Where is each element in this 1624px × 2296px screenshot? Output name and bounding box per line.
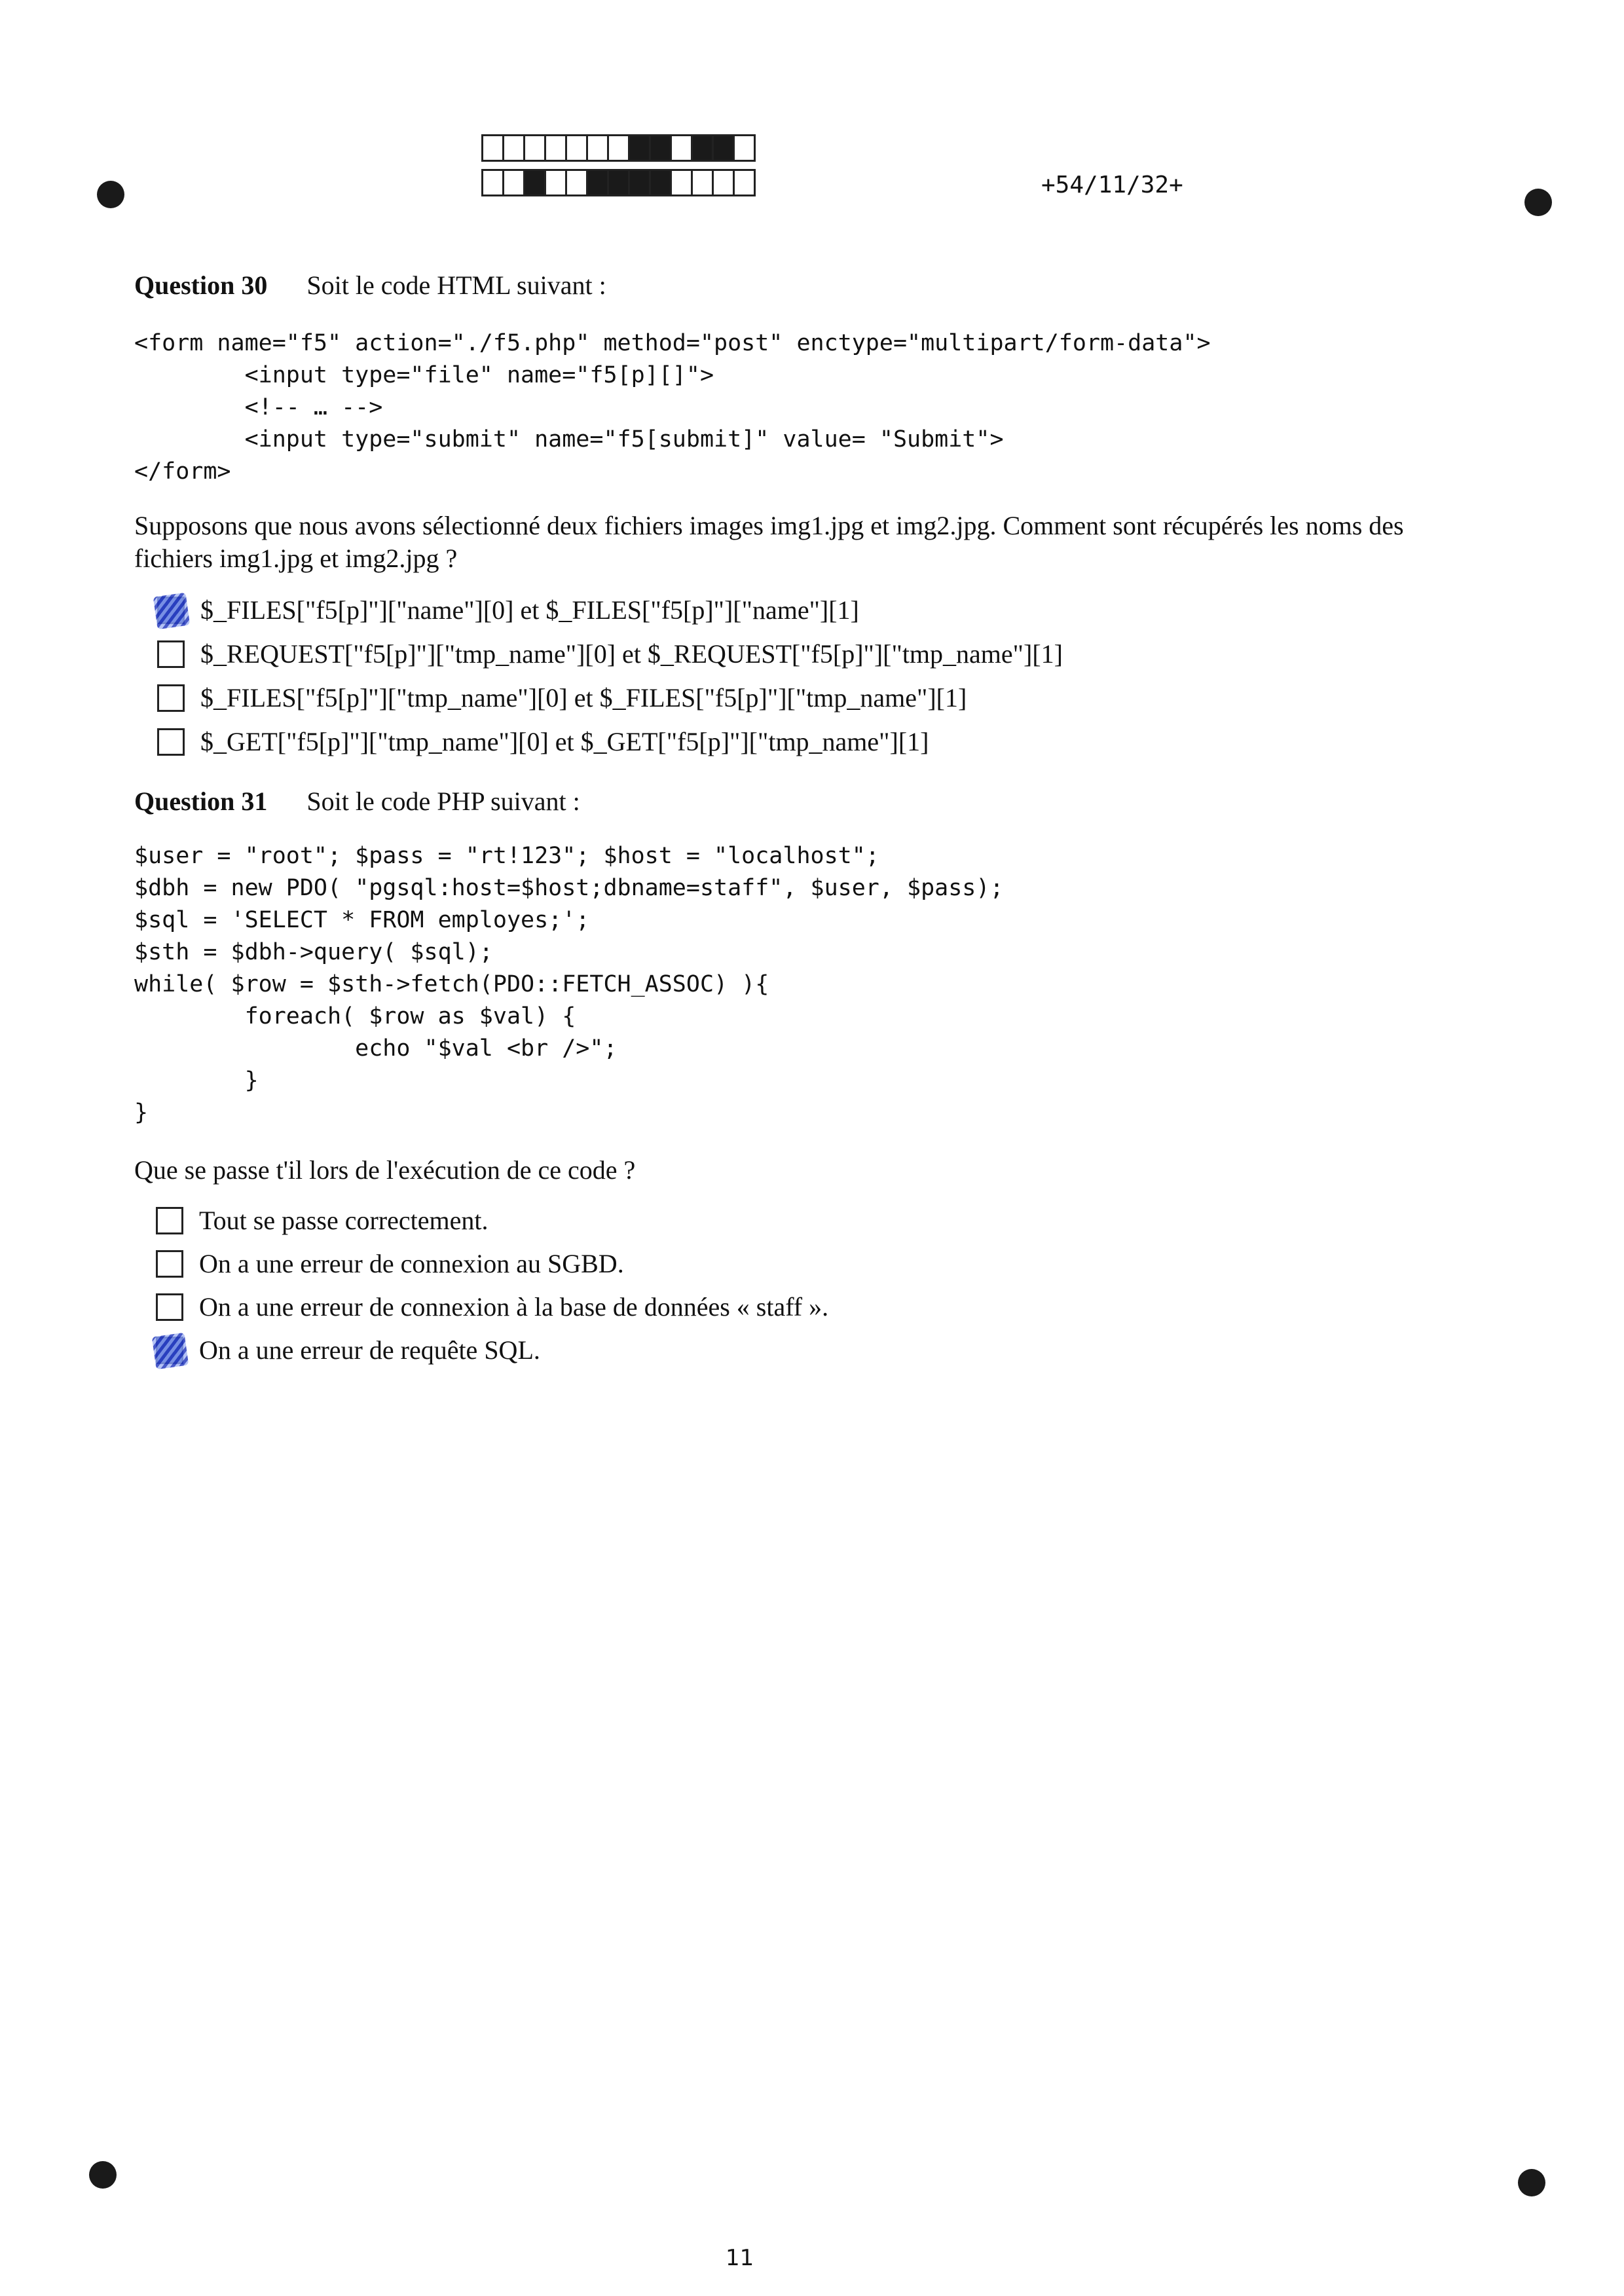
q30-code-line: <input type="file" name="f5[p][]"> — [134, 362, 714, 388]
q31-choice-1-label: Tout se passe correctement. — [199, 1206, 489, 1235]
id-grid-row-1 — [483, 134, 756, 162]
exam-id: +54/11/32+ — [1041, 172, 1183, 198]
q31-choice-4-checkbox[interactable] — [156, 1337, 183, 1364]
q31-choice-1[interactable] — [156, 1205, 488, 1236]
id-grid-cell — [586, 169, 609, 196]
question-30-text-line-2: fichiers img1.jpg et img2.jpg ? — [134, 544, 458, 573]
id-grid-cell — [649, 169, 672, 196]
id-grid-cell — [502, 169, 525, 196]
id-grid-cell — [586, 134, 609, 162]
id-grid-cell — [607, 134, 630, 162]
q31-choice-2[interactable] — [156, 1248, 624, 1279]
id-grid-cell — [670, 134, 693, 162]
q30-code-line: </form> — [134, 458, 231, 485]
id-grid-row-2 — [483, 169, 756, 196]
id-grid-cell — [607, 169, 630, 196]
q31-choice-2-label: On a une erreur de connexion au SGBD. — [199, 1249, 624, 1278]
id-grid-cell — [712, 134, 735, 162]
q30-code-line: <input type="submit" name="f5[submit]" value= "Submit"> — [134, 426, 1004, 453]
q31-choice-3-label: On a une erreur de connexion à la base de données « staff ». — [199, 1292, 829, 1322]
question-30-text-line-1: Supposons que nous avons sélectionné deux fichiers images img1.jpg et img2.jpg. Comment sont récupérés les noms des — [134, 511, 1404, 540]
corner-mark-top-right — [1524, 189, 1552, 216]
q31-code-line: echo "$val <br />"; — [134, 1035, 618, 1062]
question-30-text — [134, 509, 1529, 575]
q31-code-line: foreach( $row as $val) { — [134, 1003, 576, 1029]
id-grid-cell — [565, 169, 588, 196]
corner-mark-top-left — [97, 181, 124, 208]
question-31-heading — [134, 786, 580, 817]
q30-code-line: <form name="f5" action="./f5.php" method="post" enctype="multipart/form-data"> — [134, 330, 1211, 356]
q30-choice-1[interactable] — [157, 595, 859, 625]
question-31-intro: Soit le code PHP suivant : — [306, 787, 580, 816]
q30-choice-1-label: $_FILES["f5[p]"]["name"][0] et $_FILES["f5[p]"]["name"][1] — [200, 595, 859, 625]
q31-code-line: while( $row = $sth->fetch(PDO::FETCH_ASSOC) ){ — [134, 971, 769, 997]
id-grid-cell — [565, 134, 588, 162]
id-grid-cell — [691, 134, 714, 162]
corner-mark-bottom-left — [89, 2161, 117, 2189]
id-grid-cell — [628, 169, 651, 196]
q31-choice-2-checkbox[interactable] — [156, 1250, 183, 1278]
question-31-label: Question 31 — [134, 787, 268, 816]
id-grid-cell — [481, 169, 504, 196]
q30-choice-3-label: $_FILES["f5[p]"]["tmp_name"][0] et $_FILES["f5[p]"]["tmp_name"][1] — [200, 683, 967, 713]
q30-choice-2-label: $_REQUEST["f5[p]"]["tmp_name"][0] et $_REQUEST["f5[p]"]["tmp_name"][1] — [200, 639, 1063, 669]
id-grid-cell — [733, 134, 756, 162]
q30-code-line: <!-- … --> — [134, 394, 383, 420]
id-grid-cell — [733, 169, 756, 196]
q31-code-line: $dbh = new PDO( "pgsql:host=$host;dbname=staff", $user, $pass); — [134, 875, 1004, 901]
q30-choice-3[interactable] — [157, 682, 967, 713]
corner-mark-bottom-right — [1518, 2169, 1545, 2196]
q31-choice-1-checkbox[interactable] — [156, 1207, 183, 1234]
id-grid-cell — [628, 134, 651, 162]
q31-choice-3[interactable] — [156, 1291, 828, 1322]
q30-choice-4-label: $_GET["f5[p]"]["tmp_name"][0] et $_GET["f5[p]"]["tmp_name"][1] — [200, 727, 929, 756]
q31-code-line: } — [134, 1100, 149, 1126]
q30-choice-4-checkbox[interactable] — [157, 728, 185, 756]
q30-choice-2[interactable] — [157, 639, 1063, 669]
q31-choice-3-checkbox[interactable] — [156, 1293, 183, 1321]
question-30-label: Question 30 — [134, 270, 268, 300]
q31-choice-4-label: On a une erreur de requête SQL. — [199, 1335, 540, 1365]
q31-choice-4[interactable] — [156, 1335, 540, 1365]
id-grid-cell — [691, 169, 714, 196]
q30-choice-3-checkbox[interactable] — [157, 684, 185, 712]
q31-code-line: $sth = $dbh->query( $sql); — [134, 939, 493, 965]
id-grid-cell — [649, 134, 672, 162]
q31-code-line: $user = "root"; $pass = "rt!123"; $host = "localhost"; — [134, 843, 879, 869]
id-grid-cell — [712, 169, 735, 196]
q31-code-line: } — [134, 1067, 259, 1094]
question-30-intro: Soit le code HTML suivant : — [306, 270, 606, 300]
question-31-text: Que se passe t'il lors de l'exécution de ce code ? — [134, 1155, 636, 1185]
page-number: 11 — [726, 2245, 754, 2271]
q31-code-line: $sql = 'SELECT * FROM employes;'; — [134, 907, 590, 933]
question-30-heading — [134, 270, 606, 301]
id-grid-cell — [523, 169, 546, 196]
q30-choice-4[interactable] — [157, 726, 929, 757]
id-grid-cell — [481, 134, 504, 162]
q30-choice-2-checkbox[interactable] — [157, 640, 185, 668]
q30-choice-1-checkbox[interactable] — [157, 597, 185, 624]
id-grid-cell — [523, 134, 546, 162]
id-grid-cell — [544, 169, 567, 196]
id-grid-cell — [544, 134, 567, 162]
id-grid-cell — [670, 169, 693, 196]
id-grid-cell — [502, 134, 525, 162]
